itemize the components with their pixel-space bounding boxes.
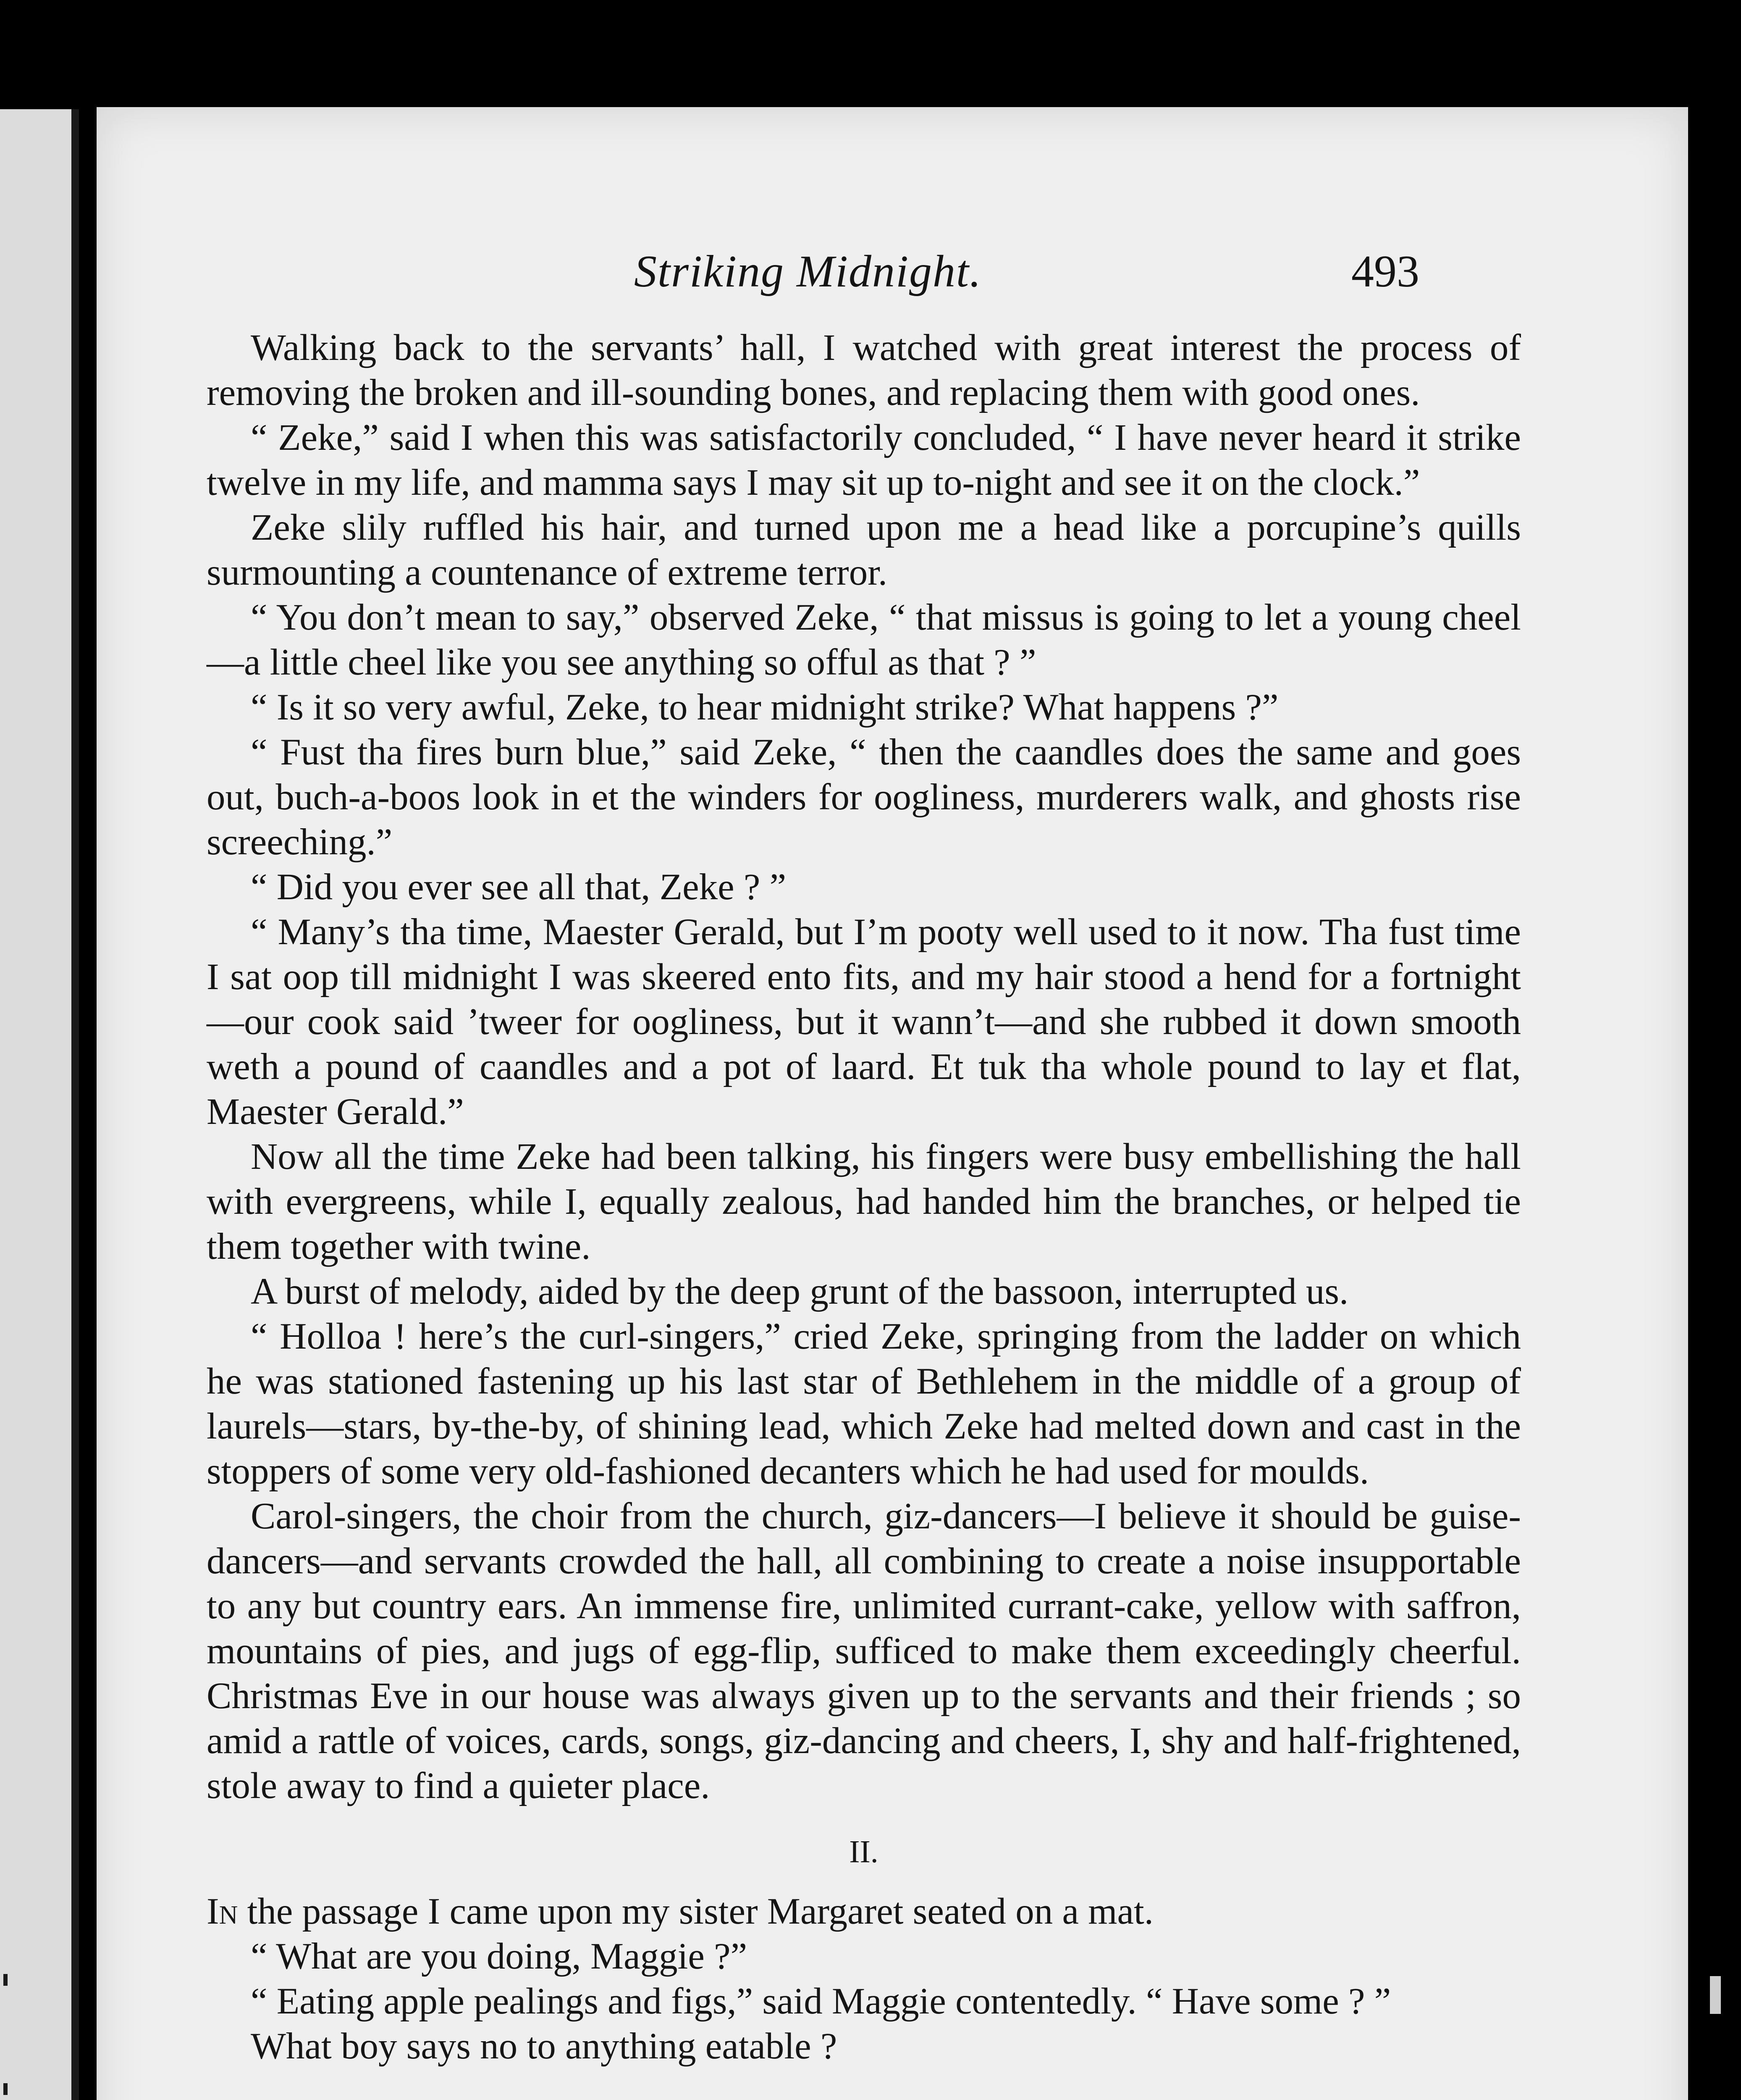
page-number: 493 [1351, 247, 1419, 297]
body-text [207, 326, 1521, 2069]
opening-word: In [207, 1891, 238, 1932]
section-opening-paragraph [207, 1889, 1521, 1934]
opening-text: the passage I came upon my sister Margaret seated on a mat. [238, 1891, 1154, 1932]
paragraph: Zeke slily ruffled his hair, and turned upon me a head like a porcupine’s quills surmounting a countenance of extreme terror. [207, 507, 1521, 593]
edge-mark [3, 2083, 8, 2095]
section-number: II. [849, 1834, 878, 1869]
paragraph: “ Holloa ! here’s the curl-singers,” cried Zeke, springing from the ladder on which he was stationed fastening up his last star of Bethlehem in the middle of a group of laurels—stars, by-the-by, of shining lead, which Zeke had melted down and cast in the stoppers of some very old-fashioned decanters which he had used for moulds. [207, 1316, 1521, 1492]
paragraph: A burst of melody, aided by the deep grunt of the bassoon, interrupted us. [251, 1271, 1349, 1312]
running-title: Striking Midnight. [634, 247, 982, 297]
paragraph: “ Fust tha fires burn blue,” said Zeke, “ then the caandles does the same and goes out, buch-a-boos look in et the winders for oogliness, murderers walk, and ghosts rise screeching.” [207, 732, 1521, 863]
paragraph: Now all the time Zeke had been talking, his fingers were busy embellishing the hall with evergreens, while I, equally zealous, had handed him the branches, or helped tie them together with twine. [207, 1136, 1521, 1267]
paragraph: “ Is it so very awful, Zeke, to hear midnight strike? What happens ?” [251, 687, 1279, 728]
paragraph: “ Zeke,” said I when this was satisfactorily concluded, “ I have never heard it strike twelve in my life, and mamma says I may sit up to-night and see it on the clock.” [207, 417, 1521, 503]
margin-mark [1710, 1976, 1721, 2014]
paragraph: “ Eating apple pealings and figs,” said Maggie contentedly. “ Have some ? ” [251, 1981, 1391, 2022]
paragraph: What boy says no to anything eatable ? [251, 2026, 837, 2067]
paragraph: “ Many’s tha time, Maester Gerald, but I’m pooty well used to it now. Tha fust time I sat oop till midnight I was skeered ento fits, and my hair stood a hend for a fortnight—our cook said ’tweer for oogliness, but it wann’t—and she rubbed it down smooth weth a pound of caandles and a pot of laard. Et tuk tha whole pound to lay et flat, Maester Gerald.” [207, 911, 1521, 1132]
paragraph: “ You don’t mean to say,” observed Zeke, “ that missus is going to let a young cheel—a little cheel like you see anything so offul as that ? ” [207, 597, 1521, 683]
edge-mark [3, 1974, 8, 1986]
running-head [97, 246, 1688, 313]
paragraph: Carol-singers, the choir from the church, giz-dancers—I believe it should be guise-dancers—and servants crowded the hall, all combining to create a noise insupportable to any but country ears. An immense fire, unlimited currant-cake, yellow with saffron, mountains of pies, and jugs of egg-flip, sufficed to make them exceedingly cheerful. Christmas Eve in our house was always given up to the servants and their friends ; so amid a rattle of voices, cards, songs, giz-dancing and cheers, I, shy and half-frightened, stole away to find a quieter place. [207, 1496, 1521, 1806]
paragraph: Walking back to the servants’ hall, I watched with great interest the process of removing the broken and ill-sounding bones, and replacing them with good ones. [207, 327, 1521, 413]
paragraph: “ Did you ever see all that, Zeke ? ” [251, 866, 787, 908]
paragraph: “ What are you doing, Maggie ?” [251, 1936, 747, 1977]
book-page [97, 107, 1688, 2100]
left-page-edge [0, 109, 79, 2100]
